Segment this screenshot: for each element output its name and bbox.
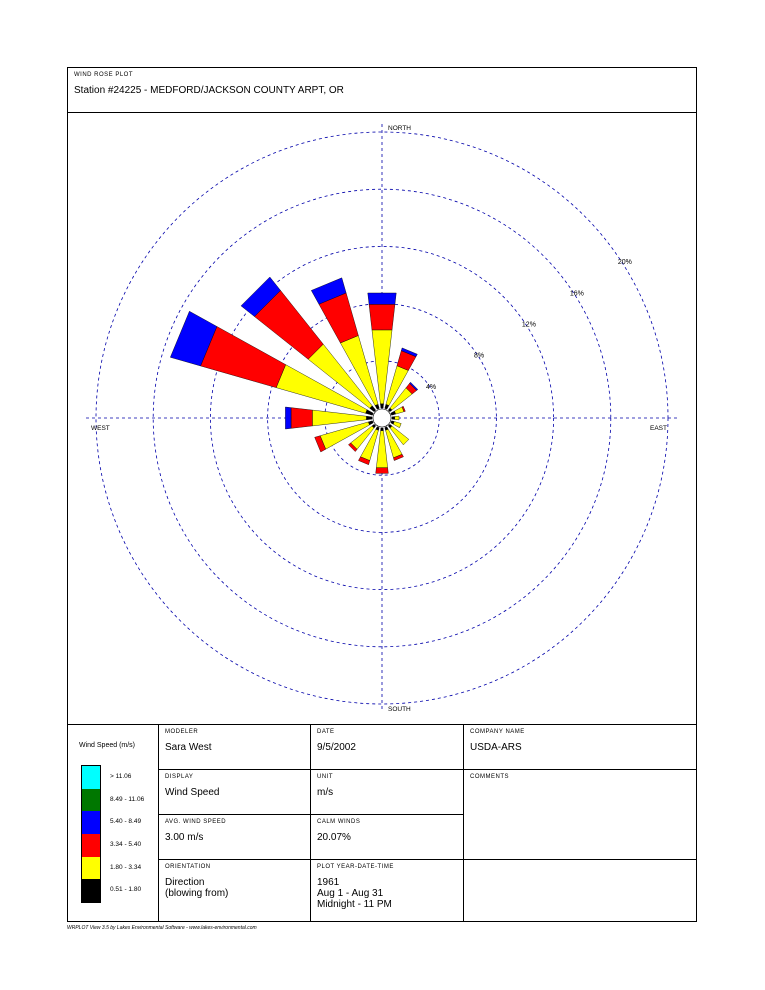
petal-0-bin-1 — [372, 330, 392, 404]
calm-circle — [373, 409, 391, 427]
plot-time-value — [317, 877, 392, 910]
petal-270-bin-3 — [285, 407, 291, 429]
ring-label: 8% — [473, 352, 485, 360]
legend-label-3: 3.34 - 5.40 — [110, 841, 142, 848]
legend-label-4: 1.80 - 3.34 — [110, 864, 142, 871]
legend-title: Wind Speed (m/s) — [79, 742, 136, 749]
direction-label-north: NORTH — [388, 125, 411, 132]
ring-label: 4% — [425, 383, 437, 391]
avg-speed-cell — [159, 815, 310, 859]
speed-legend — [68, 725, 159, 922]
orientation-label: ORIENTATION — [165, 864, 211, 870]
plot-dates: Aug 1 - Aug 31 — [317, 888, 384, 899]
legend-swatch-3 — [82, 834, 100, 857]
legend-label-2: 5.40 - 8.49 — [110, 818, 142, 825]
date-label: DATE — [317, 729, 335, 735]
comments-label: COMMENTS — [470, 774, 509, 780]
petal-180-bin-1 — [376, 431, 387, 468]
modeler-cell — [159, 725, 310, 769]
petal-90-bin-0 — [392, 417, 395, 420]
display-label: DISPLAY — [165, 774, 194, 780]
orientation-cell — [159, 860, 310, 922]
plot-hours: Midnight - 11 PM — [317, 899, 392, 910]
petal-180-bin-2 — [376, 468, 389, 474]
info-panel — [68, 724, 696, 922]
unit-value: m/s — [317, 787, 334, 798]
station-title: Station #24225 - MEDFORD/JACKSON COUNTY ARPT, OR — [74, 85, 344, 96]
petal-180-bin-0 — [381, 428, 384, 431]
report-header — [68, 68, 696, 113]
modeler-label: MODELER — [165, 729, 199, 735]
petal-270-bin-1 — [312, 410, 366, 426]
legend-swatch-column — [81, 765, 101, 903]
modeler-value: Sara West — [165, 742, 212, 753]
company-value: USDA-ARS — [470, 742, 522, 753]
petal-0-bin-2 — [369, 304, 395, 330]
avg-speed-value: 3.00 m/s — [165, 832, 204, 843]
plot-year: 1961 — [317, 877, 340, 888]
company-label: COMPANY NAME — [470, 729, 525, 735]
petal-0-bin-0 — [380, 404, 383, 408]
plot-time-label: PLOT YEAR-DATE-TIME — [317, 864, 394, 870]
software-credit: WRPLOT View 3.5 by Lakes Environmental Software - www.lakes-environmental.com — [67, 925, 257, 931]
blank-cell — [464, 860, 696, 922]
direction-label-south: SOUTH — [388, 706, 411, 713]
legend-label-0: > 11.06 — [110, 773, 132, 780]
plot-type-label: WIND ROSE PLOT — [74, 72, 134, 78]
petal-0-bin-3 — [368, 293, 396, 304]
legend-swatch-1 — [82, 789, 100, 812]
legend-swatch-2 — [82, 811, 100, 834]
unit-cell — [311, 770, 463, 814]
display-value: Wind Speed — [165, 787, 220, 798]
legend-swatch-5 — [82, 879, 100, 902]
date-value: 9/5/2002 — [317, 742, 356, 753]
orientation-line-1: Direction — [165, 877, 205, 888]
petal-90-bin-1 — [395, 416, 399, 420]
orientation-value — [165, 877, 228, 899]
ring-label: 16% — [569, 290, 584, 298]
calm-winds-value: 20.07% — [317, 832, 351, 843]
plot-time-cell — [311, 860, 463, 922]
ring-label: 20% — [617, 259, 632, 267]
calm-winds-cell — [311, 815, 463, 859]
display-cell — [159, 770, 310, 814]
date-cell — [311, 725, 463, 769]
petal-112.5-bin-1 — [393, 422, 401, 428]
unit-label: UNIT — [317, 774, 333, 780]
legend-label-1: 8.49 - 11.06 — [110, 796, 145, 803]
legend-swatch-0 — [82, 766, 100, 789]
report-frame — [67, 67, 697, 922]
ring-label: 12% — [521, 321, 536, 329]
legend-label-5: 0.51 - 1.80 — [110, 886, 142, 893]
petal-270-bin-0 — [366, 416, 372, 420]
direction-label-east: EAST — [650, 425, 667, 432]
orientation-line-2: (blowing from) — [165, 888, 229, 899]
comments-cell — [464, 770, 696, 859]
calm-winds-label: CALM WINDS — [317, 819, 361, 825]
petal-270-bin-2 — [291, 408, 312, 429]
wind-rose-chart — [68, 113, 696, 724]
direction-label-west: WEST — [91, 425, 110, 432]
avg-speed-label: AVG. WIND SPEED — [165, 819, 227, 825]
company-cell — [464, 725, 696, 769]
legend-swatch-4 — [82, 857, 100, 880]
